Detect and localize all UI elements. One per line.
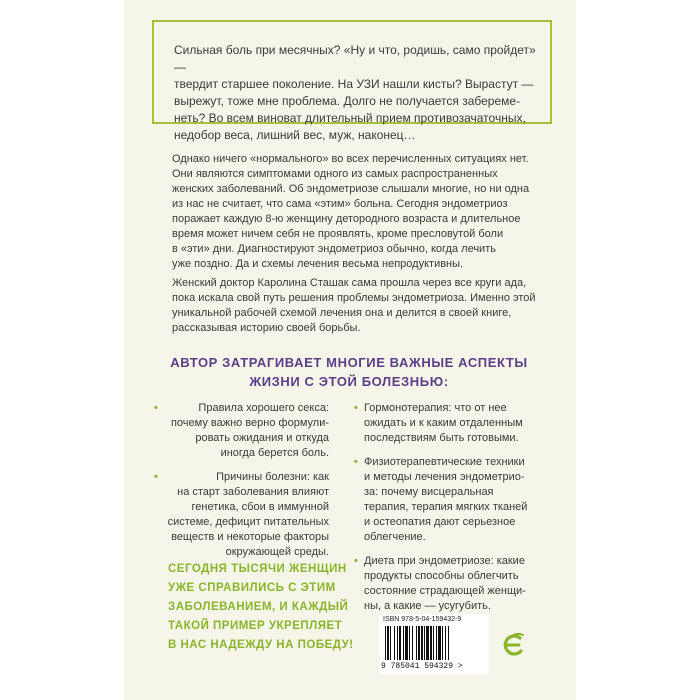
description-paragraph-1 [172,152,540,272]
list-item-line: ожидать и к каким отдаленным [364,417,523,429]
list-item-line: веществ и некоторые факторы [171,531,329,543]
heading-line-1: АВТОР ЗАТРАГИВАЕТ МНОГИЕ ВАЖНЫЕ АСПЕКТЫ [170,355,528,370]
closing-line: ЗАБОЛЕВАНИЕМ, И КАЖДЫЙ [168,601,349,613]
closing-line: УЖЕ СПРАВИЛИСЬ С ЭТИМ [168,582,336,594]
paragraph-line: Они являются симптомами одного из самых распространенных [172,168,498,180]
bullet-icon: • [354,555,358,567]
list-item-line: генетика, сбои в иммунной [191,501,329,513]
list-item-line: Причины болезни: как [216,471,329,483]
quote-line: недобор веса, лишний вес, муж, наконец… [174,128,416,142]
closing-statement [168,560,368,655]
list-item-line: и методы лечения эндометрио- [364,471,525,483]
list-item-line: на старт заболевания влияют [177,486,329,498]
paragraph-line: пока искала свой путь решения проблемы эндометриоза. Именно этой [172,292,536,304]
bullet-icon: • [154,402,158,414]
list-item-line: состояние страдающей женщи- [364,585,526,597]
list-item [154,401,329,461]
quote-line: твердит старшее поколение. На УЗИ нашли кисты? Вырастут — [174,77,534,91]
list-item-line: ны, а какие — усугубить. [364,600,491,612]
paragraph-line: женских заболеваний. Об эндометриозе слышали многие, но ни одна [172,183,530,195]
paragraph-line: время может ничем себя не проявлять, кроме пресловутой боли [172,228,504,240]
quote-text [174,42,544,144]
paragraph-line: Женский доктор Каролина Сташак сама прошла через все круги ада, [172,277,527,289]
paragraph-line: Однако ничего «нормального» во всех перечисленных ситуациях нет. [172,153,529,165]
isbn-label: ISBN 978-5-04-159432-9 [383,616,462,623]
barcode-digits: 9 785041 594329 > [381,662,463,671]
paragraph-line: уже поздно. Да и схемы лечения весьма непродуктивны. [172,258,464,270]
list-item-line: Физиотерапевтические техники [364,456,525,468]
isbn-barcode [379,614,489,674]
list-item-line: и остеопатия дают серьезное [364,516,516,528]
heading-line-2: ЖИЗНИ С ЭТОЙ БОЛЕЗНЬЮ: [249,374,449,389]
back-cover [124,0,576,700]
list-item [354,455,554,545]
bullet-icon: • [154,471,158,483]
aspects-list-right [354,401,554,623]
list-item-line: окружающей среды. [225,546,329,558]
paragraph-line: в «эти» дни. Диагностируют эндометриоз обычно, когда лечить [172,243,496,255]
list-item-line: ровать ожидания и откуда [195,432,329,444]
list-item-line: Гормонотерапия: что от нее [364,402,507,414]
list-item-line: продукты способны облегчить [364,570,519,582]
list-item [354,401,554,446]
paragraph-line: поражает каждую 8-ю женщину детородного возраста и длительное [172,213,521,225]
list-item-line: облегчение. [364,531,426,543]
barcode-icon [383,626,485,662]
list-item-line: Диета при эндометриозе: какие [364,555,525,567]
section-heading [164,353,534,391]
list-item [154,470,329,560]
closing-line: СЕГОДНЯ ТЫСЯЧИ ЖЕНЩИН [168,563,347,575]
paragraph-line: уникальной рабочей схемой лечения она и делится в своей книге, [172,307,512,319]
quote-line: Сильная боль при месячных? «Ну и что, родишь, само пройдет» — [174,43,536,74]
closing-line: В НАС НАДЕЖДУ НА ПОБЕДУ! [168,639,354,651]
list-item-line: Правила хорошего секса: [198,402,329,414]
list-item-line: за: почему висцеральная [364,486,494,498]
paragraph-line: из нас не считает, что сама «этим» больна. Сегодня эндометриоз [172,198,508,210]
list-item-line: последствиям быть готовыми. [364,432,519,444]
list-item-line: почему важно верно формули- [170,417,329,429]
list-item-line: системе, дефицит питательных [167,516,329,528]
aspects-list-left [154,401,329,569]
quote-line: неть? Во всем виноват длительный прием противозачаточных, [174,111,526,125]
list-item [354,554,554,614]
quote-frame [152,20,552,142]
eksmo-logo-icon [500,630,526,660]
list-item-line: иногда берется боль. [220,447,329,459]
bullet-icon: • [354,402,358,414]
quote-line: вырежут, тоже мне проблема. Долго не получается забереме- [174,94,521,108]
bullet-icon: • [354,456,358,468]
description-paragraph-2 [172,276,540,336]
closing-line: ТАКОЙ ПРИМЕР УКРЕПЛЯЕТ [168,620,343,632]
paragraph-line: рассказывая историю своей борьбы. [172,322,361,334]
list-item-line: терапия, терапия мягких тканей [364,501,528,513]
